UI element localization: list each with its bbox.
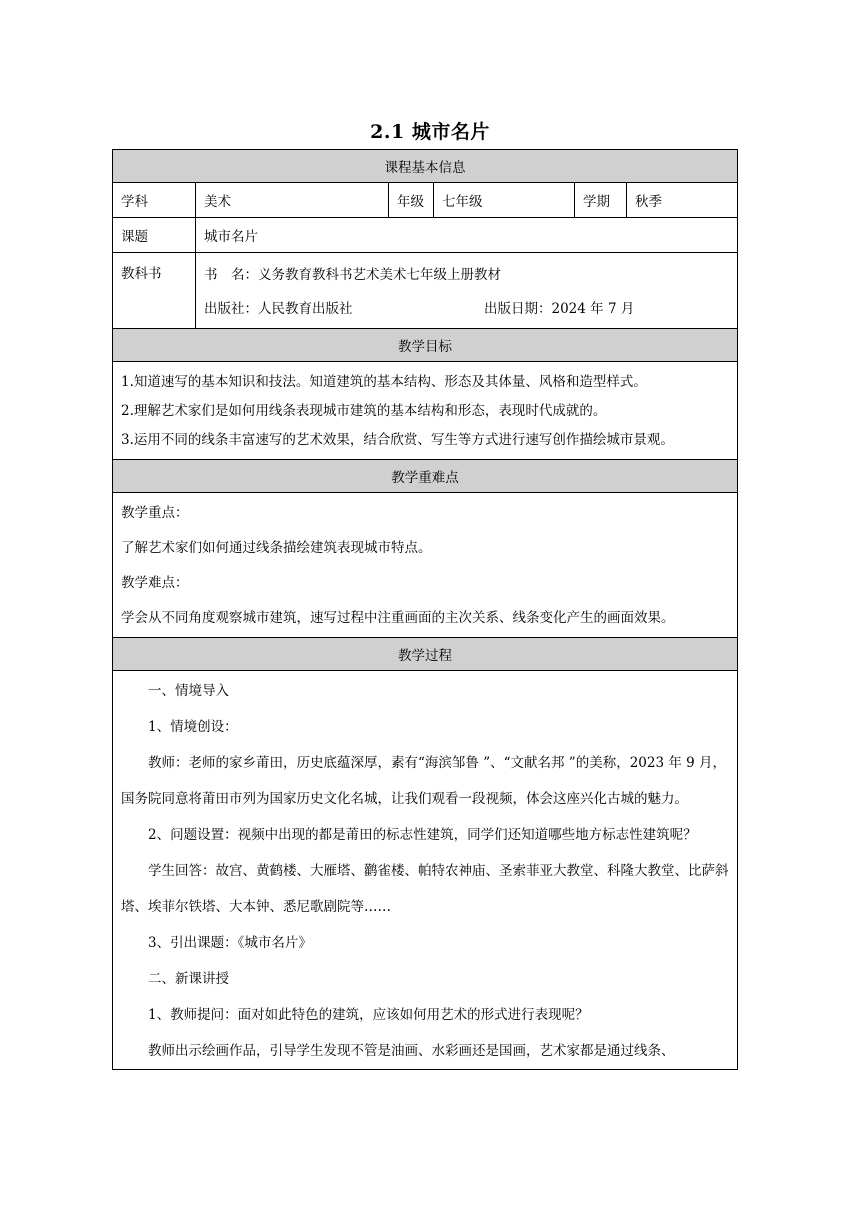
header-basic-info: [113, 150, 738, 183]
goal-item: 1.知道速写的基本知识和技法。知道建筑的基本结构、形态及其体量、风格和造型样式。: [121, 374, 647, 390]
section-title-goals: 教学目标: [113, 329, 738, 362]
header-key-points: [113, 460, 738, 493]
publication-date: 出版日期：2024 年 7 月: [484, 300, 635, 317]
term-label: 学期: [575, 183, 627, 218]
term-value: 秋季: [627, 183, 738, 218]
topic-label: 课题: [113, 218, 196, 253]
section-title-basic-info: 课程基本信息: [113, 150, 738, 183]
row-subject: [113, 183, 738, 218]
page-title: 2.1 城市名片: [370, 121, 490, 143]
key-points-content: [113, 493, 738, 638]
row-key-points: [113, 493, 738, 638]
section-title-process: 教学过程: [113, 638, 738, 671]
row-goals: [113, 362, 738, 460]
lesson-table: [112, 149, 738, 1070]
grade-value: 七年级: [434, 183, 575, 218]
process-paragraph: 教师：老师的家乡莆田，历史底蕴深厚，素有“海滨邹鲁 ”、“文献名邦 ”的美称，2023 年 9 月，国务院同意将莆田市列为国家历史文化名城，让我们观看一段视频，体会这座兴化古城的魅力。: [121, 755, 727, 807]
goal-item: 3.运用不同的线条丰富速写的艺术效果，结合欣赏、写生等方式进行速写创作描绘城市景观。: [121, 432, 674, 448]
header-process: [113, 638, 738, 671]
subject-label: 学科: [113, 183, 196, 218]
process-paragraph: 一、情境导入: [148, 683, 229, 699]
process-content: [113, 671, 738, 1070]
grade-label: 年级: [389, 183, 434, 218]
header-goals: [113, 329, 738, 362]
focus-label: 教学重点：: [121, 505, 189, 521]
process-paragraph: 1、情境创设：: [148, 719, 238, 735]
row-process: [113, 671, 738, 1070]
process-paragraph: 1、教师提问：面对如此特色的建筑，应该如何用艺术的形式进行表现呢？: [148, 1007, 589, 1023]
difficulty-label: 教学难点：: [121, 575, 189, 591]
textbook-label: 教科书: [113, 253, 196, 329]
goals-content: [113, 362, 738, 460]
row-topic: [113, 218, 738, 253]
focus-text: 了解艺术家们如何通过线条描绘建筑表现城市特点。: [121, 540, 432, 556]
process-paragraph: 3、引出课题：《城市名片》: [148, 935, 312, 951]
topic-value: 城市名片: [196, 218, 738, 253]
publisher: 出版社：人民教育出版社: [204, 300, 353, 317]
section-title-key-points: 教学重难点: [113, 460, 738, 493]
process-paragraph: 学生回答：故宫、黄鹤楼、大雁塔、鹳雀楼、帕特农神庙、圣索菲亚大教堂、科隆大教堂、比萨斜塔、埃菲尔铁塔、大本钟、悉尼歌剧院等……: [121, 863, 729, 915]
process-paragraph: 教师出示绘画作品，引导学生发现不管是油画、水彩画还是国画，艺术家都是通过线条、: [148, 1043, 675, 1059]
subject-value: 美术: [196, 183, 389, 218]
process-paragraph: 2、问题设置：视频中出现的都是莆田的标志性建筑，同学们还知道哪些地方标志性建筑呢？: [148, 827, 697, 843]
book-name: 书 名：义务教育教科书艺术美术七年级上册教材: [204, 266, 501, 283]
goal-item: 2.理解艺术家们是如何用线条表现城市建筑的基本结构和形态，表现时代成就的。: [121, 403, 607, 419]
difficulty-text: 学会从不同角度观察城市建筑，速写过程中注重画面的主次关系、线条变化产生的画面效果。: [121, 610, 675, 626]
process-paragraph: 二、新课讲授: [148, 971, 229, 987]
row-textbook: [113, 253, 738, 329]
publication-line: [204, 292, 729, 326]
textbook-info: [196, 253, 738, 329]
